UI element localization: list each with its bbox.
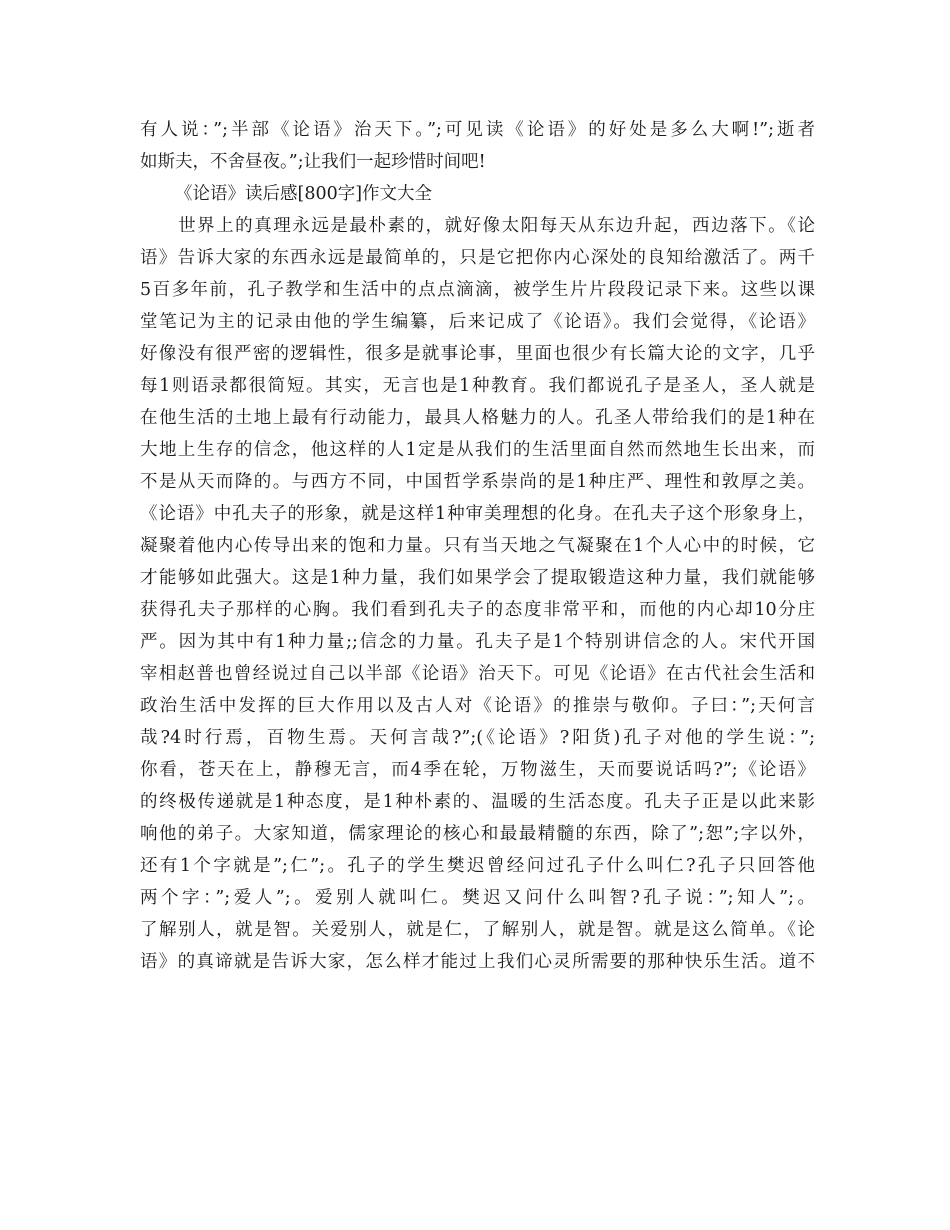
body-line: 语》的真谛就是告诉大家，怎么样才能过上我们心灵所需要的那种快乐生活。道不 xyxy=(140,952,815,972)
body-line: 世界上的真理永远是最朴素的，就好像太阳每天从东边升起，西边落下。《论 xyxy=(140,216,815,236)
body-line: 语》告诉大家的东西永远是最简单的，只是它把你内心深处的良知给激活了。两千 xyxy=(140,248,815,268)
body-line: 响他的弟子。大家知道，儒家理论的核心和最最精髓的东西，除了”;恕”;字以外， xyxy=(140,824,815,844)
body-line: 《论语》中孔夫子的形象，就是这样1种审美理想的化身。在孔夫子这个形象身上， xyxy=(140,504,815,524)
article-heading: 《论语》读后感[800字]作文大全 xyxy=(175,184,433,204)
body-line: 堂笔记为主的记录由他的学生编纂，后来记成了《论语》。我们会觉得，《论语》 xyxy=(140,312,815,332)
body-line: 5百多年前，孔子教学和生活中的点点滴滴，被学生片片段段记录下来。这些以课 xyxy=(140,280,815,300)
body-line: 两个字：”;爱人”;。爱别人就叫仁。樊迟又问什么叫智?孔子说：”;知人”;。 xyxy=(140,888,815,908)
body-line: 了解别人，就是智。关爱别人，就是仁，了解别人，就是智。就是这么简单。《论 xyxy=(140,920,815,940)
article-text xyxy=(140,114,815,978)
body-line: 大地上生存的信念，他这样的人1定是从我们的生活里面自然而然地生长出来，而 xyxy=(140,440,815,460)
body-line: 政治生活中发挥的巨大作用以及古人对《论语》的推崇与敬仰。子曰：”;天何言 xyxy=(140,696,815,716)
body-line: 还有1个字就是”;仁”;。孔子的学生樊迟曾经问过孔子什么叫仁?孔子只回答他 xyxy=(140,856,815,876)
body-line: 才能够如此强大。这是1种力量，我们如果学会了提取锻造这种力量，我们就能够 xyxy=(140,568,815,588)
body-line: 不是从天而降的。与西方不同，中国哲学系崇尚的是1种庄严、理性和敦厚之美。 xyxy=(140,472,815,492)
body-line: 严。因为其中有1种力量;;信念的力量。孔夫子是1个特别讲信念的人。宋代开国 xyxy=(140,632,815,652)
body-line: 好像没有很严密的逻辑性，很多是就事论事，里面也很少有长篇大论的文字，几乎 xyxy=(140,344,815,364)
body-line: 每1则语录都很简短。其实，无言也是1种教育。我们都说孔子是圣人，圣人就是 xyxy=(140,376,815,396)
body-line: 的终极传递就是1种态度，是1种朴素的、温暖的生活态度。孔夫子正是以此来影 xyxy=(140,792,815,812)
intro-line: 如斯夫，不舍昼夜。”;让我们一起珍惜时间吧! xyxy=(140,152,486,172)
body-line: 宰相赵普也曾经说过自己以半部《论语》治天下。可见《论语》在古代社会生活和 xyxy=(140,664,815,684)
body-line: 获得孔夫子那样的心胸。我们看到孔夫子的态度非常平和，而他的内心却10分庄 xyxy=(140,600,815,620)
body-line: 你看，苍天在上，静穆无言，而4季在轮，万物滋生，天而要说话吗?”;《论语》 xyxy=(140,760,815,780)
body-line: 哉?4时行焉，百物生焉。天何言哉?”;(《论语》?阳货)孔子对他的学生说：”; xyxy=(140,728,815,748)
intro-line: 有人说：”;半部《论语》治天下。”;可见读《论语》的好处是多么大啊!”;逝者 xyxy=(140,120,815,140)
body-line: 凝聚着他内心传导出来的饱和力量。只有当天地之气凝聚在1个人心中的时候，它 xyxy=(140,536,815,556)
body-line: 在他生活的土地上最有行动能力，最具人格魅力的人。孔圣人带给我们的是1种在 xyxy=(140,408,815,428)
